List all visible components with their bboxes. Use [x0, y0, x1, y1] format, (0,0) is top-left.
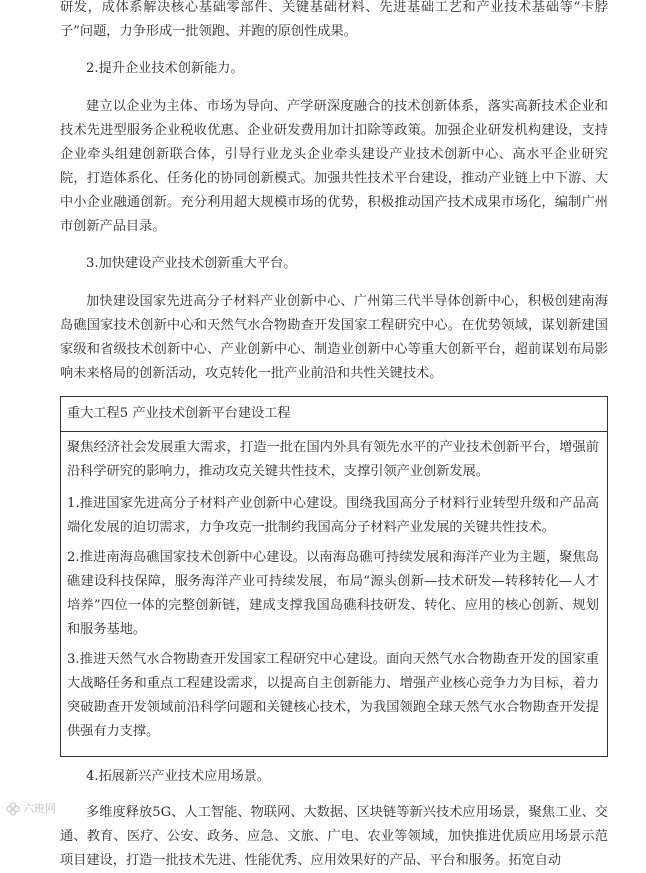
section-2-body: 建立以企业为主体、市场为导向、产学研深度融合的技术创新体系，落实高新技术企业和技术先进型服务企业税收优惠、企业研发费用加计扣除等政策。加强企业研发机构建设，支持企业牵头组建创新联合体，引导行业龙头企业牵头建设产业技术创新中心、高水平企业研究院，打造体系化、任务化的协同创新模式。加强共性技术平台建设，推动产业链上中下游、大中小企业融通创新。充分利用超大规模市场的优势，积极推动国产技术成果市场化，编制广州市创新产品目录。	[60, 99, 608, 234]
intro-continuation: 研发，成体系解决核心基础零部件、关键基础材料、先进基础工艺和产业技术基础等“卡脖子”问题，力争形成一批领跑、并跑的原创性成果。	[60, 0, 608, 39]
section-3-body: 加快建设国家先进高分子材料产业创新中心、广州第三代半导体创新中心，积极创建南海岛礁国家技术创新中心和天然气水合物勘查开发国家工程研究中心。在优势领域，谋划新建国家级和省级技术创新中心、产业创新中心、制造业创新中心等重大创新平台，超前谋划布局影响未来格局的创新活动，攻克转化一批产业前沿和共性关键技术。	[60, 294, 608, 381]
section-4-body: 多维度释放5G、人工智能、物联网、大数据、区块链等新兴技术应用场景，聚焦工业、交通、教育、医疗、公安、政务、应急、文旅、广电、农业等领域，加快推进优质应用场景示范项目建设，打造一批技术先进、性能优秀、应用效果好的产品、平台和服务。拓宽自动	[60, 805, 608, 868]
major-project-item-3: 3.推进天然气水合物勘查开发国家工程研究中心建设。面向天然气水合物勘查开发的国家重大战略任务和重点工程建设需求，以提高自主创新能力、增强产业核心竞争力为目标，着力突破勘查开发领域前沿科学问题和关键核心技术，为我国领跑全球天然气水合物勘查开发提供强有力支撑。	[67, 652, 599, 739]
document-page	[60, 0, 608, 873]
major-project-title: 重大工程5 产业技术创新平台建设工程	[61, 397, 607, 432]
section-2-heading: 2.提升企业技术创新能力。	[86, 61, 244, 76]
section-3-heading: 3.加快建设产业技术创新重大平台。	[86, 256, 297, 271]
major-project-box	[60, 396, 608, 757]
major-project-body	[61, 432, 607, 756]
major-project-item-2: 2.推进南海岛礁国家技术创新中心建设。以南海岛礁可持续发展和海洋产业为主题，聚焦岛礁建设科技保障，服务海洋产业可持续发展，布局“源头创新—技术研发—转移转化—人才培养”四位一体的完整创新链，建成支撑我国岛礁科技研发、转化、应用的核心创新、规划和服务基地。	[67, 550, 599, 637]
section-4-heading: 4.拓展新兴产业技术应用场景。	[86, 769, 271, 784]
flower-logo-icon	[6, 802, 20, 816]
major-project-intro: 聚焦经济社会发展重大需求，打造一批在国内外具有领先水平的产业技术创新平台，增强前沿科学研究的影响力，推动攻克关键共性技术，支撑引领产业创新发展。	[67, 440, 599, 479]
major-project-item-1: 1.推进国家先进高分子材料产业创新中心建设。围绕我国高分子材料行业转型升级和产品高端化发展的迫切需求，力争攻克一批制约我国高分子材料产业发展的关键共性技术。	[67, 496, 599, 535]
watermark	[6, 802, 56, 816]
watermark-text: 六班网	[23, 802, 56, 815]
